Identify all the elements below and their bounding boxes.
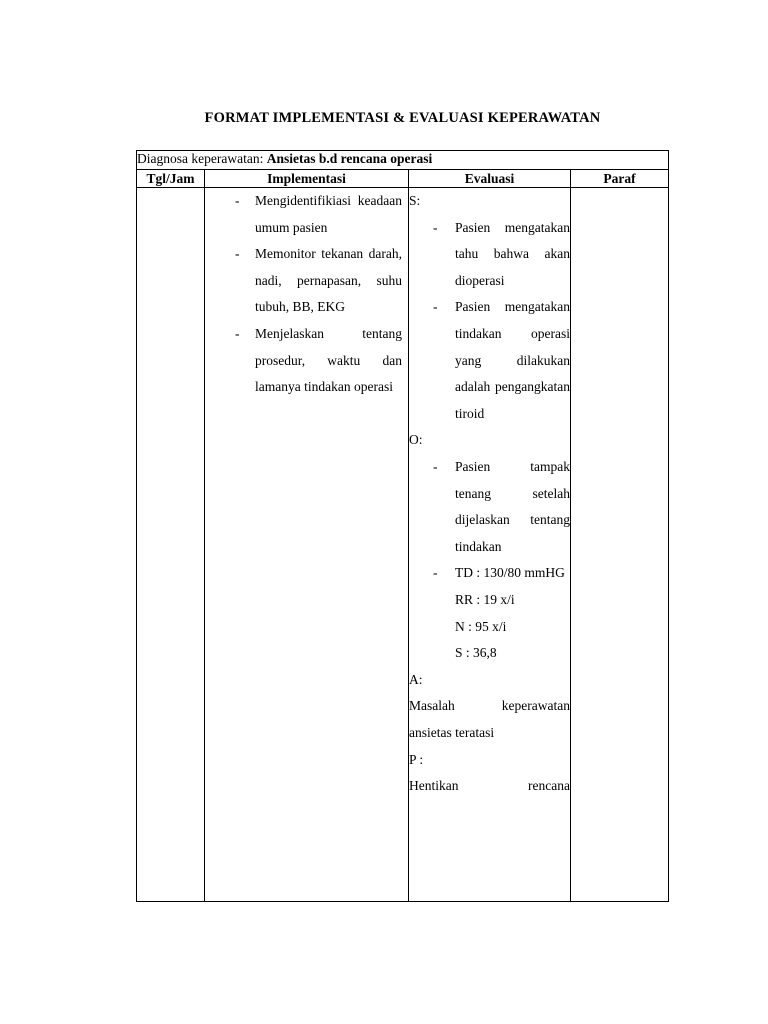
entry-row — [137, 188, 669, 902]
diagnosis-cell — [137, 151, 669, 170]
diagnosis-label: Diagnosa keperawatan: — [137, 151, 264, 166]
implementasi-item: - Menjelaskan tentang prosedur, waktu dan lamanya tindakan operasi — [235, 321, 402, 401]
subjective-item: - Pasien mengatakan tahu bahwa akan dioperasi — [433, 215, 570, 295]
diagnosis-row — [137, 151, 669, 170]
vital-rr: RR : 19 x/i — [455, 591, 515, 607]
page-title: FORMAT IMPLEMENTASI & EVALUASI KEPERAWATAN — [204, 110, 601, 126]
implementation-evaluation-table — [136, 150, 669, 902]
evaluasi-cell — [409, 188, 571, 902]
implementasi-item: - Mengidentifikiasi keadaan umum pasien — [235, 188, 402, 241]
objective-label: O: — [409, 432, 423, 448]
subjective-label: S: — [409, 193, 421, 209]
plan-text: Hentikan rencana — [409, 778, 570, 794]
assessment-label: A: — [409, 671, 423, 687]
vital-n: N : 95 x/i — [455, 618, 507, 634]
header-row — [137, 170, 669, 188]
implementasi-item: - Memonitor tekanan darah, nadi, pernapasan, suhu tubuh, BB, EKG — [235, 241, 402, 321]
header-evaluasi: Evaluasi — [409, 170, 571, 188]
vital-td: - TD : 130/80 mmHG — [455, 565, 565, 581]
implementasi-list — [205, 188, 408, 401]
tgl-jam-cell — [137, 188, 205, 902]
paraf-cell — [571, 188, 669, 902]
header-tgl-jam: Tgl/Jam — [137, 170, 205, 188]
objective-item-vitals — [433, 560, 570, 666]
objective-list — [409, 454, 570, 667]
objective-item: - Pasien tampak tenang setelah dijelaskan tentang tindakan — [433, 454, 570, 560]
header-paraf: Paraf — [571, 170, 669, 188]
plan-label: P : — [409, 751, 424, 767]
implementasi-cell — [205, 188, 409, 902]
vital-s: S : 36,8 — [455, 645, 497, 661]
diagnosis-value: Ansietas b.d rencana operasi — [266, 151, 433, 166]
subjective-item: - Pasien mengatakan tindakan operasi yang dilakukan adalah pengangkatan tiroid — [433, 294, 570, 427]
assessment-text: Masalah keperawatan ansietas teratasi — [409, 698, 570, 740]
subjective-list — [409, 215, 570, 428]
header-implementasi: Implementasi — [205, 170, 409, 188]
